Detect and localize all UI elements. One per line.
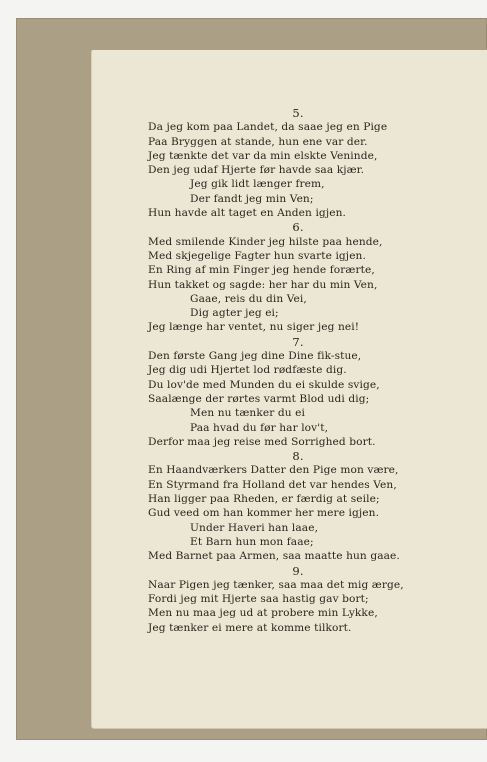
verse-line: Jeg tænkte det var da min elskte Veninde, (148, 149, 378, 162)
verse-line: Du lov'de med Munden du ei skulde svige, (148, 378, 380, 391)
verse-line: Fordi jeg mit Hjerte saa hastig gav bort; (148, 593, 369, 606)
stanza (148, 335, 438, 449)
verse-line: Hun takket og sagde: her har du min Ven, (148, 278, 378, 291)
verse-line: Et Barn hun mon faae; (190, 535, 314, 548)
verse-line: Men nu maa jeg ud at probere min Lykke, (148, 607, 378, 620)
stanza (148, 106, 438, 220)
verse-line: Men nu tænker du ei (190, 407, 306, 420)
verse-line: En Ring af min Finger jeg hende forærte, (148, 264, 375, 277)
verse-line: Saalænge der rørtes varmt Blod udi dig; (148, 392, 370, 405)
verse-line: Gud veed om han kommer her mere igjen. (148, 507, 380, 520)
poem-text (148, 106, 438, 635)
verse-line: Han ligger paa Rheden, er færdig at seile; (148, 493, 380, 506)
stanza-number: 9. (292, 563, 304, 578)
stanza-number: 7. (292, 334, 304, 349)
verse-line: Den første Gang jeg dine Dine fik-stue, (148, 350, 362, 363)
verse-line: Hun havde alt taget en Anden igjen. (148, 207, 346, 220)
stanza-number: 8. (292, 449, 304, 464)
stanza (148, 564, 438, 635)
verse-line: Under Haveri han laae, (190, 521, 319, 534)
verse-line: Med skjegelige Fagter hun svarte igjen. (148, 249, 366, 262)
verse-line: En Styrmand fra Holland det var hendes Ven, (148, 478, 397, 491)
verse-line: Naar Pigen jeg tænker, saa maa det mig ærge, (148, 578, 404, 591)
verse-line: Da jeg kom paa Landet, da saae jeg en Pige (148, 121, 388, 134)
verse-line: Med Barnet paa Armen, saa maatte hun gaae. (148, 550, 400, 563)
verse-line: Paa Bryggen at stande, hun ene var der. (148, 135, 368, 148)
stanza-number: 5. (292, 106, 304, 120)
verse-line: Jeg gik lidt længer frem, (190, 178, 325, 191)
verse-line: Gaae, reis du din Vei, (190, 292, 307, 305)
stanza-number: 6. (292, 220, 304, 235)
verse-line: Dig agter jeg ei; (190, 307, 279, 320)
verse-line: Jeg dig udi Hjertet lod rødfæste dig. (148, 364, 347, 377)
verse-line: Jeg længe har ventet, nu siger jeg nei! (148, 321, 360, 334)
verse-line: En Haandværkers Datter den Pige mon være, (148, 464, 399, 477)
verse-line: Paa hvad du før har lov't, (190, 421, 329, 434)
verse-line: Jeg tænker ei mere at komme tilkort. (148, 621, 352, 634)
stanza (148, 449, 438, 563)
verse-line: Med smilende Kinder jeg hilste paa hende, (148, 235, 383, 248)
verse-line: Den jeg udaf Hjerte før havde saa kjær. (148, 164, 365, 177)
stanza (148, 220, 438, 334)
verse-line: Der fandt jeg min Ven; (190, 192, 314, 205)
verse-line: Derfor maa jeg reise med Sorrighed bort. (148, 435, 376, 448)
